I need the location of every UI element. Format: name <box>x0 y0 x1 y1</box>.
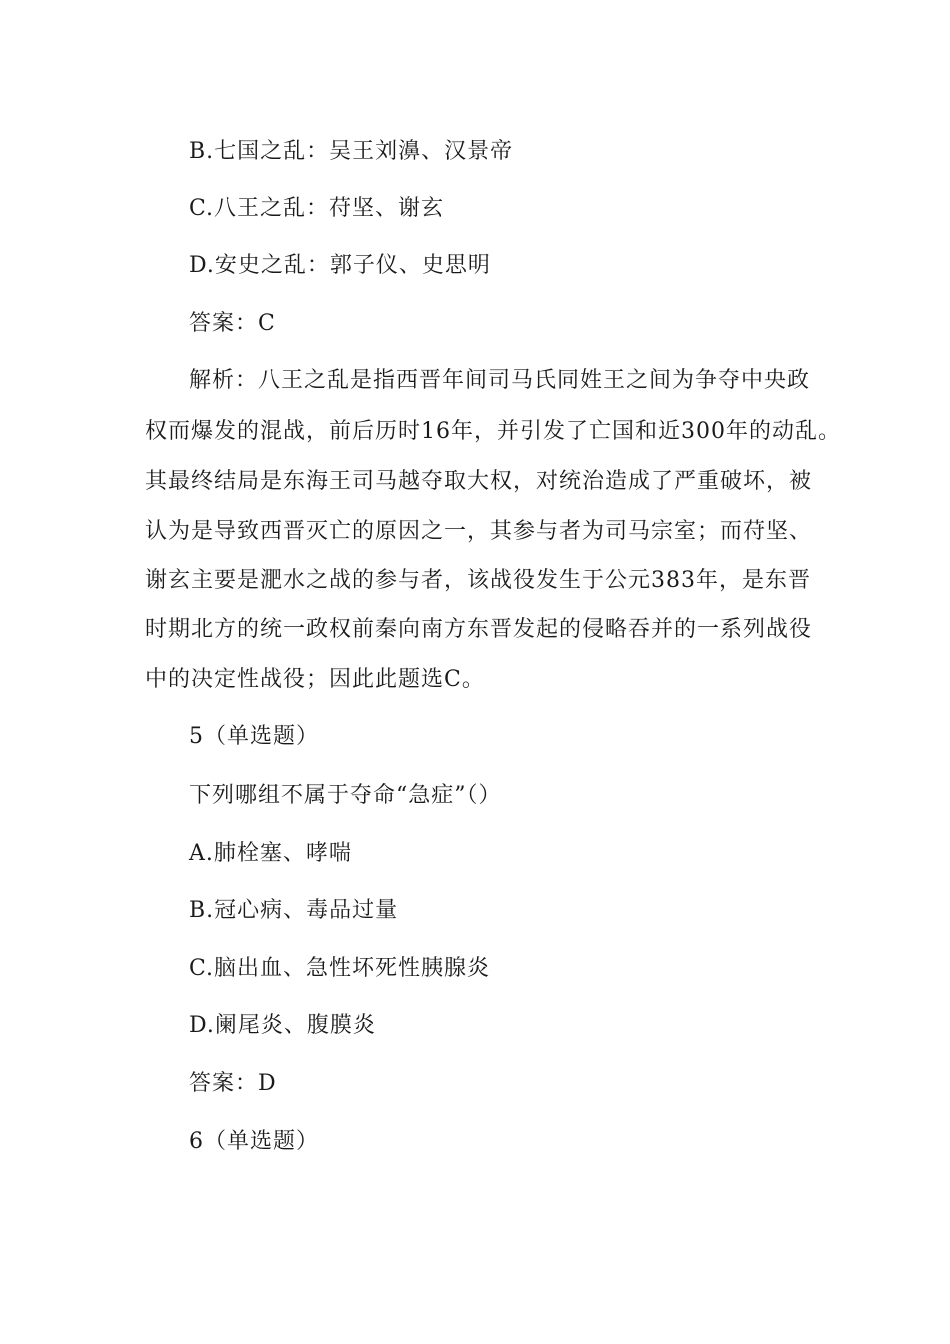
q5-header: 5（单选题） <box>189 724 319 749</box>
q4-option-c: C.八王之乱：苻坚、谢玄 <box>189 196 445 221</box>
q5-question: 下列哪组不属于夺命“急症”（） <box>189 783 502 808</box>
q6-header: 6（单选题） <box>189 1129 319 1154</box>
q4-analysis-line: 权而爆发的混战，前后历时16年，并引发了亡国和近300年的动乱。 <box>145 419 841 444</box>
q4-analysis-line: 时期北方的统一政权前秦向南方东晋发起的侵略吞并的一系列战役 <box>145 617 813 642</box>
q4-analysis-line: 其最终结局是东海王司马越夺取大权，对统治造成了严重破坏，被 <box>145 469 813 494</box>
q5-option-b: B.冠心病、毒品过量 <box>189 898 399 923</box>
q4-option-b: B.七国之乱：吴王刘濞、汉景帝 <box>189 139 514 164</box>
q5-answer: 答案：D <box>189 1071 277 1096</box>
q5-option-c: C.脑出血、急性坏死性胰腺炎 <box>189 956 491 981</box>
q4-analysis-line: 谢玄主要是淝水之战的参与者，该战役发生于公元383年，是东晋 <box>145 568 811 593</box>
q4-analysis-line: 认为是导致西晋灭亡的原因之一，其参与者为司马宗室；而苻坚、 <box>145 519 813 544</box>
q5-option-a: A.肺栓塞、哮喘 <box>189 841 352 866</box>
q4-answer: 答案：C <box>189 311 276 336</box>
q4-option-d: D.安史之乱：郭子仪、史思明 <box>189 253 491 278</box>
q4-analysis-line: 解析：八王之乱是指西晋年间司马氏同姓王之间为争夺中央政 <box>189 368 811 393</box>
q4-analysis-line: 中的决定性战役；因此此题选C。 <box>145 667 485 692</box>
q5-option-d: D.阑尾炎、腹膜炎 <box>189 1013 376 1038</box>
